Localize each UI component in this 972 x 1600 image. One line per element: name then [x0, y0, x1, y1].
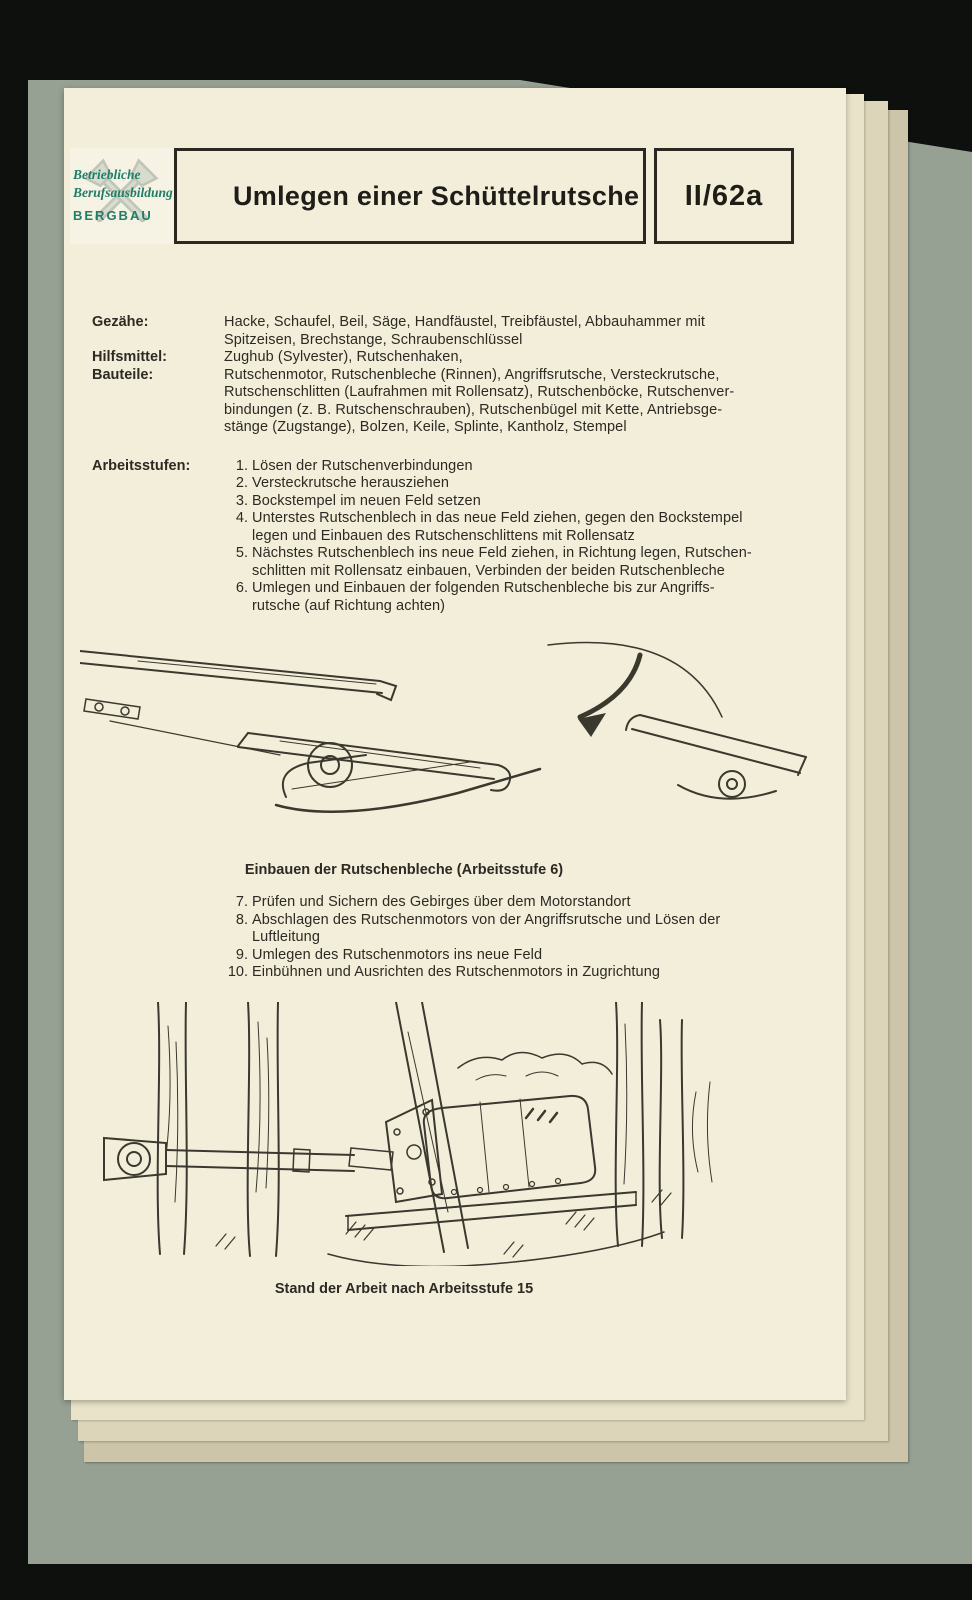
workstep-number: 9.: [235, 946, 248, 963]
parts-row: [92, 367, 816, 437]
tools-text: [224, 314, 816, 349]
workstep-number: 2.: [235, 475, 248, 491]
logo-line-2: Berufsausbildung: [73, 185, 173, 200]
workstep-number: 7.: [235, 894, 248, 910]
workstep-6: [224, 580, 816, 615]
parts-text: [224, 367, 816, 437]
workstep-text: Bockstempel im neuen Feld setzen: [252, 492, 481, 509]
workstep-10: [224, 964, 816, 982]
text-line: Spitzeisen, Brechstange, Schraubenschlüssel: [224, 331, 523, 348]
workstep-5: [224, 545, 816, 580]
workstep-text: Prüfen und Sichern des Gebirges über dem Motorstandort: [252, 894, 631, 910]
worksteps-label: Arbeitsstufen:: [92, 457, 191, 474]
logo-line-1: Betriebliche: [73, 167, 141, 182]
worksteps-row: [92, 458, 816, 616]
workstep-4: [224, 510, 816, 545]
workstep-text: Abschlagen des Rutschenmotors von der Angriffsrutsche und Lösen der: [252, 911, 721, 928]
workstep-text: schlitten mit Rollensatz einbauen, Verbinden der beiden Rutschenbleche: [252, 562, 725, 579]
aids-label: Hilfsmittel:: [92, 349, 167, 365]
workstep-text: Versteckrutsche herausziehen: [252, 475, 450, 491]
title-box: [174, 148, 646, 244]
figure1-caption: Einbauen der Rutschenbleche (Arbeitsstufe 6): [244, 862, 564, 878]
text-line: stänge (Zugstange), Bolzen, Keile, Splinte, Kantholz, Stempel: [224, 419, 627, 435]
publisher-logo: [70, 148, 174, 244]
document-page: [64, 88, 846, 1400]
workstep-number: 8.: [235, 911, 248, 928]
logo-line-3: BERGBAU: [73, 208, 153, 223]
parts-label: Bauteile:: [92, 366, 154, 383]
tools-label: Gezähe:: [92, 314, 149, 330]
workstep-number: 1.: [235, 457, 248, 474]
aids-text: [224, 349, 816, 367]
workstep-text: legen und Einbauen des Rutschenschlittens mit Rollensatz: [252, 527, 635, 544]
workstep-number: 5.: [235, 545, 248, 561]
workstep-text: Unterstes Rutschenblech in das neue Feld ziehen, gegen den Bockstempel: [252, 510, 743, 526]
workstep-7: [224, 894, 816, 912]
worksteps-list: [224, 458, 816, 616]
sheet-code: II/62a: [684, 179, 764, 212]
workstep-text: rutsche (auf Richtung achten): [252, 597, 446, 614]
workstep-number: 3.: [235, 492, 248, 509]
aids-row: [92, 349, 816, 367]
workstep-text: Nächstes Rutschenblech ins neue Feld ziehen, in Richtung legen, Rutschen-: [252, 545, 752, 561]
workstep-number: 6.: [235, 580, 248, 596]
workstep-1: [224, 458, 816, 476]
workstep-text: Lösen der Rutschenverbindungen: [252, 457, 473, 474]
page-title: Umlegen einer Schüttelrutsche: [233, 180, 640, 211]
workstep-text: Luftleitung: [252, 929, 321, 945]
worksteps-list-2: [224, 894, 816, 982]
text-line: Rutschenmotor, Rutschenbleche (Rinnen), Angriffsrutsche, Versteckrutsche,: [224, 366, 720, 383]
workstep-9: [224, 947, 816, 965]
workstep-2: [224, 475, 816, 493]
workstep-text: Umlegen des Rutschenmotors ins neue Feld: [252, 946, 543, 963]
sheet-code-box: [654, 148, 794, 244]
text-line: Zughub (Sylvester), Rutschenhaken,: [224, 349, 463, 365]
figure2-caption: Stand der Arbeit nach Arbeitsstufe 15: [274, 1280, 534, 1297]
text-line: Rutschenschlitten (Laufrahmen mit Rollensatz), Rutschenböcke, Rutschenver-: [224, 384, 735, 400]
workstep-3: [224, 493, 816, 511]
text-line: bindungen (z. B. Rutschenschrauben), Rutschenbügel mit Kette, Antriebsge-: [224, 401, 723, 418]
workstep-number: 10.: [227, 964, 248, 980]
conveyor-trough-installation-drawing: [80, 637, 820, 849]
workstep-8: [224, 912, 816, 947]
text-line: Hacke, Schaufel, Beil, Säge, Handfäustel, Treibfäustel, Abbauhammer mit: [224, 314, 706, 330]
workstep-text: Einbühnen und Ausrichten des Rutschenmotors in Zugrichtung: [252, 964, 661, 980]
tools-row: [92, 314, 816, 349]
page-content: [92, 314, 816, 1297]
publisher-name: [70, 148, 174, 225]
workstep-text: Umlegen und Einbauen der folgenden Rutschenbleche bis zur Angriffs-: [252, 580, 715, 596]
workstep-number: 4.: [235, 510, 248, 526]
motor-between-props-drawing: [96, 1002, 736, 1266]
